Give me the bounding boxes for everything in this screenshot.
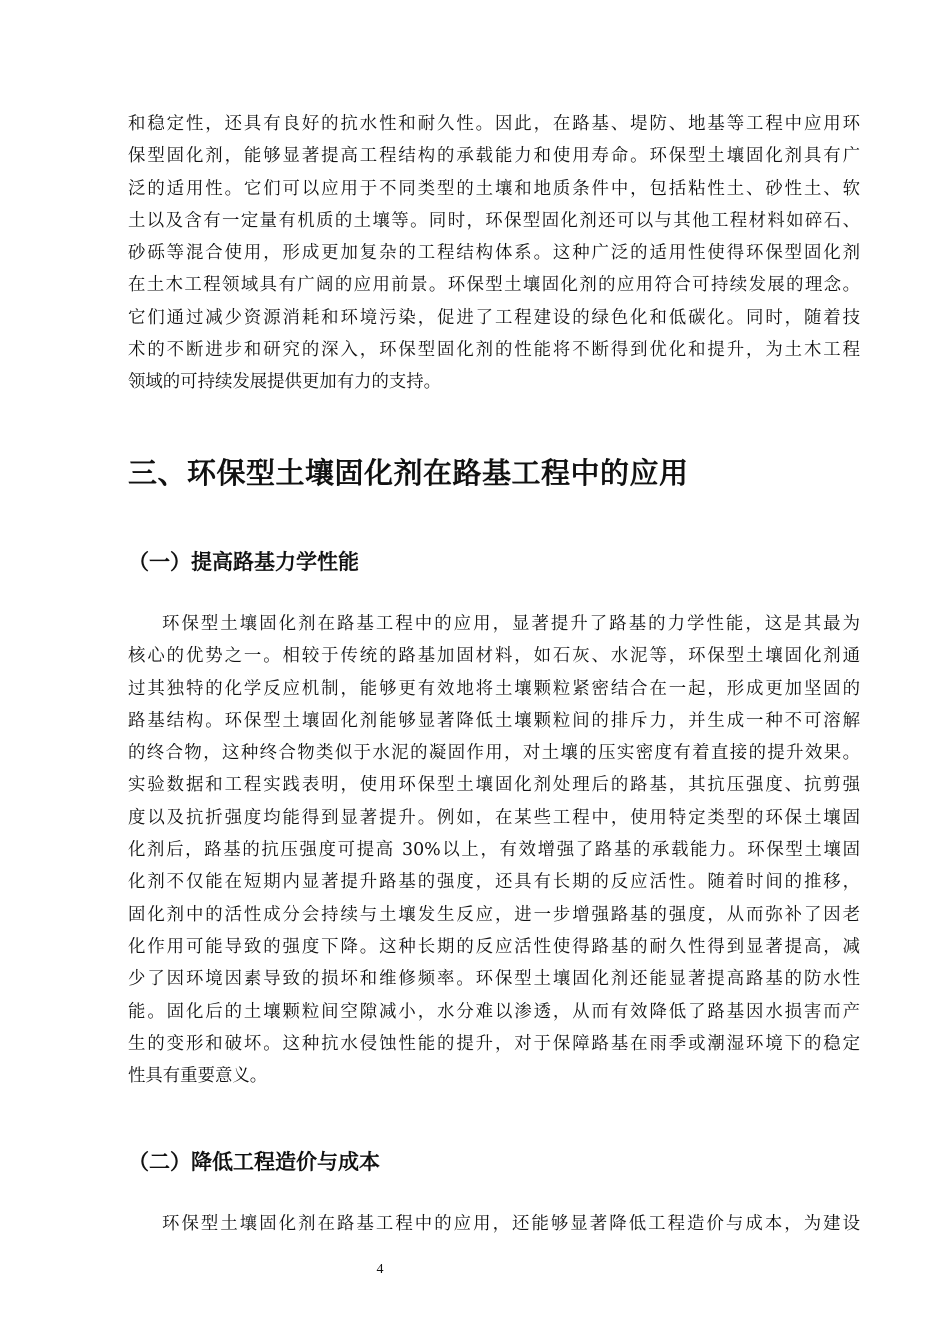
text-line: 能。固化后的土壤颗粒间空隙减小，水分难以渗透，从而有效降低了路基因水损害而产 bbox=[128, 1001, 860, 1022]
text-line: 它们通过减少资源消耗和环境污染，促进了工程建设的绿色化和低碳化。同时，随着技 bbox=[128, 307, 860, 328]
text-line: 泛的适用性。它们可以应用于不同类型的土壤和地质条件中，包括粘性土、砂性土、软 bbox=[128, 178, 860, 199]
text-line: 生的变形和破坏。这种抗水侵蚀性能的提升，对于保障路基在雨季或潮湿环境下的稳定 bbox=[128, 1033, 860, 1054]
text-line: 术的不断进步和研究的深入，环保型固化剂的性能将不断得到优化和提升，为土木工程 bbox=[128, 340, 860, 361]
text-line: 路基结构。环保型土壤固化剂能够显著降低土壤颗粒间的排斥力，并生成一种不可溶解 bbox=[128, 710, 860, 731]
text-line: 保型固化剂，能够显著提高工程结构的承载能力和使用寿命。环保型土壤固化剂具有广 bbox=[128, 146, 860, 167]
text-line: 固化剂中的活性成分会持续与土壤发生反应，进一步增强路基的强度，从而弥补了因老 bbox=[128, 904, 860, 925]
text-line: 在土木工程领域具有广阔的应用前景。环保型土壤固化剂的应用符合可持续发展的理念。 bbox=[128, 275, 860, 296]
text-line: 环保型土壤固化剂在路基工程中的应用，显著提升了路基的力学性能，这是其最为 bbox=[162, 614, 860, 634]
subsection-1-paragraph bbox=[128, 608, 860, 1092]
text-line: 核心的优势之一。相较于传统的路基加固材料，如石灰、水泥等，环保型土壤固化剂通 bbox=[128, 646, 860, 667]
text-line: 土以及含有一定量有机质的土壤等。同时，环保型固化剂还可以与其他工程材料如碎石、 bbox=[128, 210, 860, 231]
text-line: 少了因环境因素导致的损坏和维修频率。环保型土壤固化剂还能显著提高路基的防水性 bbox=[128, 969, 860, 990]
subsection-2-heading: （二）降低工程造价与成本 bbox=[128, 1150, 380, 1174]
text-line: 过其独特的化学反应机制，能够更有效地将土壤颗粒紧密结合在一起，形成更加坚固的 bbox=[128, 678, 860, 699]
text-line: 砂砾等混合使用，形成更加复杂的工程结构体系。这种广泛的适用性使得环保型固化剂 bbox=[128, 243, 860, 264]
text-line: 化剂后，路基的抗压强度可提高 30%以上，有效增强了路基的承载能力。环保型土壤固 bbox=[128, 840, 860, 861]
text-line: 领域的可持续发展提供更加有力的支持。 bbox=[128, 372, 442, 393]
text-line: 度以及抗折强度均能得到显著提升。例如，在某些工程中，使用特定类型的环保土壤固 bbox=[128, 807, 860, 828]
section-heading: 三、环保型土壤固化剂在路基工程中的应用 bbox=[128, 456, 689, 490]
text-line: 环保型土壤固化剂在路基工程中的应用，还能够显著降低工程造价与成本，为建设 bbox=[162, 1214, 860, 1234]
text-line: 实验数据和工程实践表明，使用环保型土壤固化剂处理后的路基，其抗压强度、抗剪强 bbox=[128, 775, 860, 796]
text-line: 化作用可能导致的强度下降。这种长期的反应活性使得路基的耐久性得到显著提高，减 bbox=[128, 936, 860, 957]
intro-paragraph bbox=[128, 108, 860, 399]
subsection-1-heading: （一）提高路基力学性能 bbox=[128, 550, 359, 574]
text-line: 和稳定性，还具有良好的抗水性和耐久性。因此，在路基、堤防、地基等工程中应用环 bbox=[128, 114, 860, 134]
text-line: 的终合物，这种终合物类似于水泥的凝固作用，对土壤的压实密度有着直接的提升效果。 bbox=[128, 743, 860, 764]
text-line: 性具有重要意义。 bbox=[128, 1066, 268, 1087]
text-line: 化剂不仅能在短期内显著提升路基的强度，还具有长期的反应活性。随着时间的推移， bbox=[128, 872, 860, 893]
subsection-2-paragraph bbox=[128, 1208, 860, 1240]
page-number: 4 bbox=[376, 1262, 384, 1277]
